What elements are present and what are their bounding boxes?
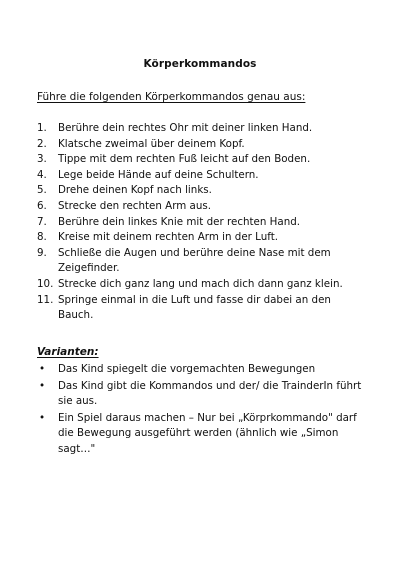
- command-item: [37, 277, 367, 293]
- bullet-icon: •: [39, 411, 46, 424]
- command-text-line: Strecke dich ganz lang und mach dich dann ganz klein.: [58, 277, 343, 290]
- command-text-line: Lege beide Hände auf deine Schultern.: [58, 168, 259, 181]
- variant-text-line: Ein Spiel daraus machen – Nur bei „Körprkommando" darf: [58, 411, 357, 424]
- command-item: [37, 137, 367, 153]
- variant-item: [37, 411, 367, 458]
- variant-text-line: die Bewegung ausgeführt werden (ähnlich wie „Simon: [58, 427, 339, 440]
- command-text-line: Schließe die Augen und berühre deine Nase mit dem: [58, 246, 331, 259]
- command-text-line: Berühre dein rechtes Ohr mit deiner linken Hand.: [58, 122, 313, 134]
- command-text-line: Zeigefinder.: [58, 262, 120, 275]
- command-number: 6.: [37, 199, 47, 212]
- command-number: 8.: [37, 231, 47, 244]
- command-text-line: Drehe deinen Kopf nach links.: [58, 184, 212, 197]
- command-text-line: Strecke den rechten Arm aus.: [58, 199, 212, 212]
- command-text-line: Tippe mit dem rechten Fuß leicht auf den Boden.: [58, 153, 311, 166]
- command-text-line: Klatsche zweimal über deinem Kopf.: [58, 137, 245, 150]
- command-item: [37, 152, 367, 168]
- command-item: [37, 215, 367, 231]
- variant-item: [37, 362, 367, 378]
- command-number: 3.: [37, 153, 47, 166]
- command-text-line: Bauch.: [58, 309, 94, 322]
- command-item: [37, 293, 367, 324]
- command-number: 2.: [37, 137, 47, 150]
- variant-text-line: sagt…": [58, 442, 96, 455]
- command-number: 1.: [37, 122, 47, 134]
- command-list: [37, 121, 367, 324]
- command-item: [37, 230, 367, 246]
- variants-list: [37, 362, 367, 458]
- variant-text-line: sie aus.: [58, 395, 98, 408]
- command-item: [37, 168, 367, 184]
- command-number: 9.: [37, 246, 47, 259]
- command-number: 4.: [37, 168, 47, 181]
- bullet-icon: •: [39, 379, 46, 392]
- command-number: 11.: [37, 293, 54, 306]
- command-number: 7.: [37, 215, 47, 228]
- variant-text-line: Das Kind spiegelt die vorgemachten Bewegungen: [58, 363, 316, 375]
- command-number: 5.: [37, 184, 47, 197]
- variant-item: [37, 379, 367, 410]
- page-title: Körperkommandos: [143, 58, 257, 70]
- command-text-line: Kreise mit deinem rechten Arm in der Luft.: [58, 231, 279, 244]
- bullet-icon: •: [39, 363, 46, 375]
- command-item: [37, 246, 367, 277]
- command-item: [37, 183, 367, 199]
- variants-heading: Varianten:: [37, 346, 99, 358]
- command-text-line: Berühre dein linkes Knie mit der rechten Hand.: [58, 215, 301, 228]
- command-item: [37, 199, 367, 215]
- command-number: 10.: [37, 277, 54, 290]
- variant-text-line: Das Kind gibt die Kommandos und der/ die TrainderIn führt: [58, 379, 362, 392]
- command-text-line: Springe einmal in die Luft und fasse dir dabei an den: [58, 293, 331, 306]
- intro-instruction: Führe die folgenden Körperkommandos genau aus:: [37, 91, 306, 103]
- command-item: [37, 121, 367, 137]
